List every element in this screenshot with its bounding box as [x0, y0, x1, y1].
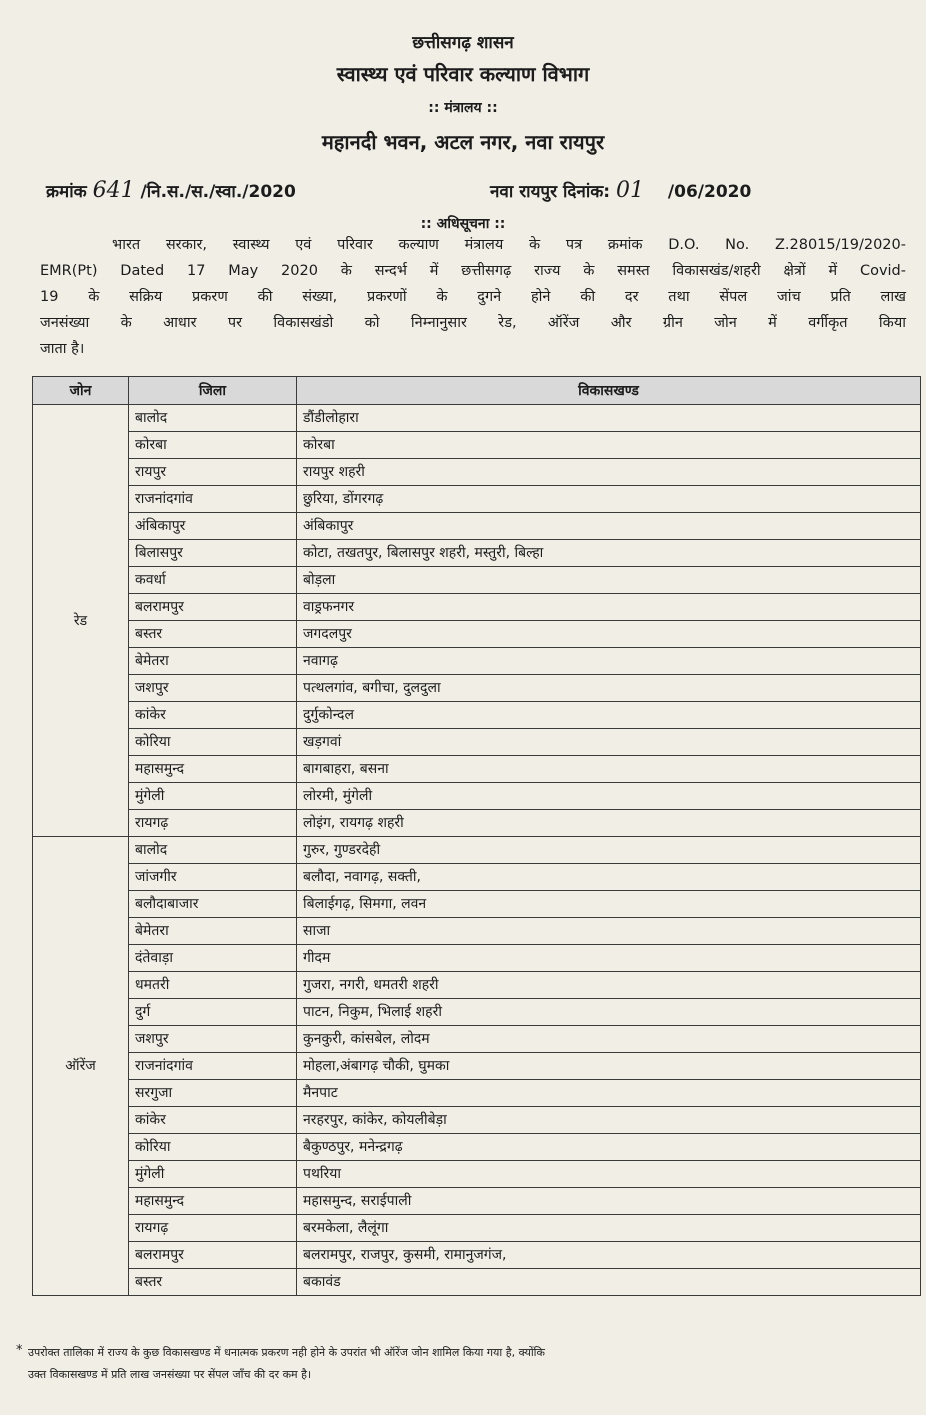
- table-row: [33, 648, 921, 675]
- block-cell: साजा: [297, 918, 921, 945]
- block-cell: बैकुण्ठपुर, मनेन्द्रगढ़: [297, 1134, 921, 1161]
- table-row: [33, 891, 921, 918]
- block-cell: कोटा, तखतपुर, बिलासपुर शहरी, मस्तुरी, बिल्हा: [297, 540, 921, 567]
- district-cell: अंबिकापुर: [129, 513, 297, 540]
- district-cell: सरगुजा: [129, 1080, 297, 1107]
- column-header-zone: जोन: [33, 377, 129, 405]
- footnote: [16, 1342, 898, 1386]
- table-row: [33, 486, 921, 513]
- table-row: [33, 702, 921, 729]
- table-row: [33, 621, 921, 648]
- block-cell: नरहरपुर, कांकेर, कोयलीबेड़ा: [297, 1107, 921, 1134]
- order-number-handwritten: 641: [92, 178, 135, 203]
- block-cell: रायपुर शहरी: [297, 459, 921, 486]
- block-cell: बोड़ला: [297, 567, 921, 594]
- block-cell: बलरामपुर, राजपुर, कुसमी, रामानुजगंज,: [297, 1242, 921, 1269]
- table-row: [33, 918, 921, 945]
- order-number-prefix: क्रमांक: [46, 182, 87, 202]
- block-cell: मोहला,अंबागढ़ चौकी, घुमका: [297, 1053, 921, 1080]
- table-row: [33, 513, 921, 540]
- district-cell: बलरामपुर: [129, 1242, 297, 1269]
- district-cell: बेमेतरा: [129, 648, 297, 675]
- block-cell: वाड्रफनगर: [297, 594, 921, 621]
- district-cell: बालोद: [129, 405, 297, 432]
- footnote-line: उक्त विकासखण्ड में प्रति लाख जनसंख्या पर सेंपल जाँच की दर कम है।: [28, 1368, 312, 1381]
- ministry-label: :: मंत्रालय ::: [428, 100, 498, 116]
- table-row: [33, 1269, 921, 1296]
- block-cell: खड़गवां: [297, 729, 921, 756]
- block-cell: डौंडीलोहारा: [297, 405, 921, 432]
- district-cell: दंतेवाड़ा: [129, 945, 297, 972]
- table-row: [33, 837, 921, 864]
- table-row: [33, 783, 921, 810]
- table-row: [33, 594, 921, 621]
- zone-cell: ऑरेंज: [33, 837, 129, 1296]
- district-cell: मुंगेली: [129, 783, 297, 810]
- table-row: [33, 1026, 921, 1053]
- table-row: [33, 1215, 921, 1242]
- table-row: [33, 1188, 921, 1215]
- table-row: [33, 1161, 921, 1188]
- office-address: महानदी भवन, अटल नगर, नवा रायपुर: [321, 130, 605, 154]
- block-cell: दुर्गुकोन्दल: [297, 702, 921, 729]
- district-cell: कांकेर: [129, 702, 297, 729]
- table-row: [33, 972, 921, 999]
- table-row: [33, 432, 921, 459]
- block-cell: नवागढ़: [297, 648, 921, 675]
- notification-title: :: अधिसूचना ::: [420, 216, 506, 232]
- district-cell: महासमुन्द: [129, 1188, 297, 1215]
- table-row: [33, 675, 921, 702]
- table-row: [33, 1107, 921, 1134]
- table-row: [33, 1080, 921, 1107]
- block-cell: अंबिकापुर: [297, 513, 921, 540]
- district-cell: कवर्धा: [129, 567, 297, 594]
- district-cell: दुर्ग: [129, 999, 297, 1026]
- table-row: [33, 1053, 921, 1080]
- footnote-marker: *: [16, 1343, 23, 1358]
- block-cell: मैनपाट: [297, 1080, 921, 1107]
- district-cell: बस्तर: [129, 1269, 297, 1296]
- district-cell: बिलासपुर: [129, 540, 297, 567]
- district-cell: मुंगेली: [129, 1161, 297, 1188]
- column-header-block: विकासखण्ड: [297, 377, 921, 405]
- paragraph-line: जाता है।: [40, 341, 85, 357]
- district-cell: कांकेर: [129, 1107, 297, 1134]
- order-date-label: नवा रायपुर दिनांक:: [490, 182, 611, 202]
- footnote-line: उपरोक्त तालिका में राज्य के कुछ विकासखण्ड में धनात्मक प्रकरण नही होने के उपरांत भी ऑरेंज जोन शामिल किया गया है, क्योंकि: [28, 1346, 545, 1359]
- block-cell: कोरबा: [297, 432, 921, 459]
- table-header-row: [33, 377, 921, 405]
- paragraph-line: EMR(Pt) Dated 17 May 2020 के सन्दर्भ में छत्तीसगढ़ राज्य के समस्त विकासखंड/शहरी क्षेत्रों में Covid-: [40, 263, 906, 279]
- block-cell: बलौदा, नवागढ़, सक्ती,: [297, 864, 921, 891]
- district-cell: बलरामपुर: [129, 594, 297, 621]
- notification-paragraph: [40, 232, 906, 362]
- table-body: [33, 405, 921, 1296]
- district-cell: बालोद: [129, 837, 297, 864]
- table-row: [33, 459, 921, 486]
- table-row: [33, 810, 921, 837]
- block-cell: जगदलपुर: [297, 621, 921, 648]
- table-row: [33, 945, 921, 972]
- block-cell: बिलाईगढ़, सिमगा, लवन: [297, 891, 921, 918]
- table-row: [33, 1242, 921, 1269]
- district-cell: जशपुर: [129, 1026, 297, 1053]
- district-cell: धमतरी: [129, 972, 297, 999]
- block-cell: बागबाहरा, बसना: [297, 756, 921, 783]
- district-cell: महासमुन्द: [129, 756, 297, 783]
- order-date-month-year: /06/2020: [667, 182, 752, 202]
- block-cell: लोरमी, मुंगेली: [297, 783, 921, 810]
- government-name: छत्तीसगढ़ शासन: [412, 33, 514, 53]
- paragraph-line: 19 के सक्रिय प्रकरण की संख्या, प्रकरणों के दुगने होने की दर तथा सेंपल जांच प्रति लाख: [40, 289, 906, 305]
- table-row: [33, 999, 921, 1026]
- paragraph-line: जनसंख्या के आधार पर विकासखंडो को निम्नानुसार रेड, ऑरेंज और ग्रीन जोन में वर्गीकृत किया: [40, 315, 906, 331]
- district-cell: बस्तर: [129, 621, 297, 648]
- district-cell: कोरिया: [129, 1134, 297, 1161]
- block-cell: पाटन, निकुम, भिलाई शहरी: [297, 999, 921, 1026]
- block-cell: बकावंड: [297, 1269, 921, 1296]
- paragraph-line: भारत सरकार, स्वास्थ्य एवं परिवार कल्याण मंत्रालय के पत्र क्रमांक D.O. No. Z.28015/19/2020-: [112, 237, 906, 253]
- table-row: [33, 540, 921, 567]
- order-number: [46, 178, 296, 203]
- district-cell: जशपुर: [129, 675, 297, 702]
- block-cell: गुजरा, नगरी, धमतरी शहरी: [297, 972, 921, 999]
- zone-cell: रेड: [33, 405, 129, 837]
- district-cell: जांजगीर: [129, 864, 297, 891]
- district-cell: कोरिया: [129, 729, 297, 756]
- table-row: [33, 567, 921, 594]
- order-date-day-handwritten: 01: [616, 178, 644, 203]
- district-cell: रायपुर: [129, 459, 297, 486]
- block-cell: गुरुर, गुण्डरदेही: [297, 837, 921, 864]
- district-cell: राजनांदगांव: [129, 1053, 297, 1080]
- table-row: [33, 405, 921, 432]
- block-cell: महासमुन्द, सराईपाली: [297, 1188, 921, 1215]
- block-cell: कुनकुरी, कांसबेल, लोदम: [297, 1026, 921, 1053]
- column-header-district: जिला: [129, 377, 297, 405]
- district-cell: राजनांदगांव: [129, 486, 297, 513]
- block-cell: पत्थलगांव, बगीचा, दुलदुला: [297, 675, 921, 702]
- block-cell: गीदम: [297, 945, 921, 972]
- district-cell: रायगढ़: [129, 810, 297, 837]
- district-cell: बेमेतरा: [129, 918, 297, 945]
- table-row: [33, 1134, 921, 1161]
- table-row: [33, 864, 921, 891]
- block-cell: बरमकेला, लैलूंगा: [297, 1215, 921, 1242]
- block-cell: पथरिया: [297, 1161, 921, 1188]
- order-date: [490, 178, 751, 203]
- district-cell: बलौदाबाजार: [129, 891, 297, 918]
- table-row: [33, 729, 921, 756]
- table-row: [33, 756, 921, 783]
- department-name: स्वास्थ्य एवं परिवार कल्याण विभाग: [336, 62, 590, 86]
- district-cell: कोरबा: [129, 432, 297, 459]
- order-number-suffix: /नि.स./स./स्वा./2020: [140, 182, 296, 202]
- zone-classification-table: [32, 376, 921, 1296]
- block-cell: लोइंग, रायगढ़ शहरी: [297, 810, 921, 837]
- district-cell: रायगढ़: [129, 1215, 297, 1242]
- block-cell: छुरिया, डोंगरगढ़: [297, 486, 921, 513]
